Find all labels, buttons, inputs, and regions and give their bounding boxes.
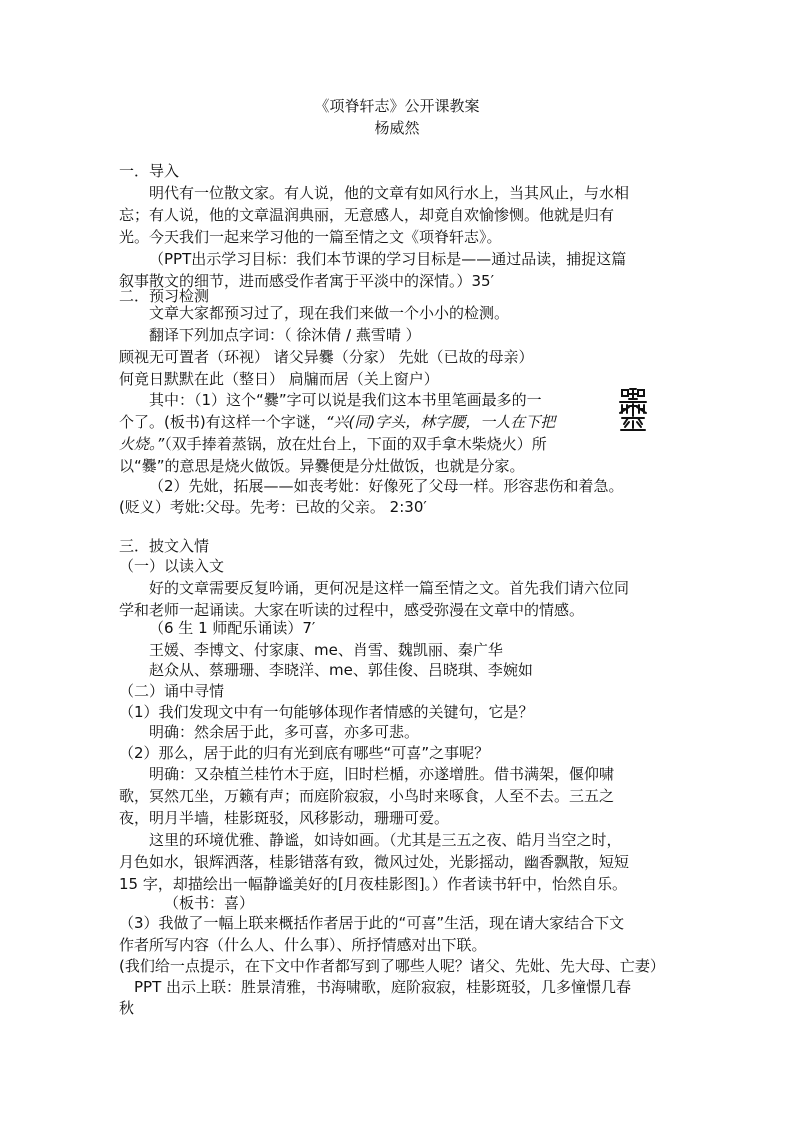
paragraph-line: 夜，明月半墙，桂影斑驳，风移影动，珊珊可爱。 — [119, 809, 450, 827]
cuan-seal-glyph-image — [616, 386, 650, 432]
paragraph-line: 15 字，却描绘出一幅静谧美好的[月夜桂影图]。）作者读书轩中，怡然自乐。 — [119, 875, 628, 893]
paragraph-line: 这里的环境优雅、静谧，如诗如画。（尤其是三五之夜、皓月当空之时， — [149, 831, 622, 849]
vocab-line: 顾视无可置者（环视） 诸父异爨（分家） 先妣（已故的母亲） — [119, 348, 534, 366]
paragraph-line: 文章大家都预习过了，现在我们来做一个小小的检测。 — [149, 304, 510, 322]
paragraph-line: 翻译下列加点字词：（ 徐沐倩 / 燕雪晴 ） — [149, 326, 421, 344]
paragraph-line: (贬义）考妣:父母。先考：已故的父亲。 2:30′ — [119, 498, 427, 516]
question-line: （3）我做了一幅上联来概括作者居于此的“可喜”生活，现在请大家结合下文 — [119, 914, 625, 932]
question-line: （1）我们发现文中有一句能够体现作者情感的关键句，它是？ — [119, 703, 534, 721]
paragraph-line: 其中：（1）这个“爨”字可以说是我们这本书里笔画最多的一 — [149, 391, 542, 409]
paragraph-line: 明代有一位散文家。有人说，他的文章有如风行水上，当其风止，与水相 — [149, 184, 630, 202]
paragraph-line: 叙事散文的细节，进而感受作者寓于平淡中的深情。）35′ — [119, 272, 494, 290]
section-heading-preview: 二．预习检测 — [119, 287, 210, 305]
paragraph-line: 好的文章需要反复吟诵，更何况是这样一篇至情之文。首先我们请六位同 — [149, 579, 630, 597]
paragraph-line: 秋 — [119, 999, 135, 1017]
hint-line: (我们给一点提示，在下文中作者都写到了哪些人呢？诸父、先妣、先大母、亡妻） — [119, 957, 665, 975]
paragraph-line — [119, 412, 555, 432]
board-note: （板书：喜） — [164, 894, 255, 912]
paragraph-line: 忘；有人说，他的文章温润典丽，无意感人，却竟自欢愉惨恻。他就是归有 — [119, 206, 615, 224]
paragraph-line: （6 生 1 师配乐诵读）7′ — [149, 619, 316, 637]
paragraph-line: （PPT出示学习目标：我们本节课的学习目标是——通过品读，捕捉这篇 — [149, 250, 627, 268]
answer-line: 明确：然余居于此，多可喜，亦多可悲。 — [149, 723, 420, 741]
question-line: 作者所写内容（什么人、什么事）、所抒情感对出下联。 — [119, 936, 487, 954]
paragraph-line: 明确：又杂植兰桂竹木于庭，旧时栏楯，亦遂增胜。借书满架，偃仰啸 — [149, 765, 615, 783]
paragraph-line: 月色如水，银辉洒落，桂影错落有致，微风过处，光影摇动，幽香飘散，短短 — [119, 853, 630, 871]
paragraph-line: PPT 出示上联：胜景清雅，书海啸歌，庭阶寂寂，桂影斑驳，几多憧憬几春 — [134, 978, 632, 996]
paragraph-line: 以“爨”的意思是烧火做饭。异爨便是分灶做饭，也就是分家。 — [119, 457, 525, 475]
paragraph-line: （2）先妣，拓展——如丧考妣：好像死了父母一样。形容悲伤和着急。 — [149, 477, 624, 495]
text-span: （双手捧着蒸锅，放在灶台上，下面的双手拿木柴烧火）所 — [164, 435, 547, 453]
question-line: （2）那么，居于此的归有光到底有哪些“可喜”之事呢？ — [119, 744, 490, 762]
section-heading-intro: 一．导入 — [119, 162, 180, 180]
section-heading-reading: 三．披文入情 — [119, 537, 210, 555]
vocab-line: 何竟日默默在此（整日） 扃牖而居（关上窗户） — [119, 370, 439, 388]
subheading: （二）诵中寻情 — [119, 682, 225, 700]
paragraph-line: 学和老师一起诵读。大家在听读的过程中，感受弥漫在文章中的情感。 — [119, 601, 585, 619]
page-title: 《项脊轩志》公开课教案 — [314, 97, 480, 115]
author: 杨威然 — [374, 119, 420, 137]
names-line: 赵众从、蔡珊珊、李晓洋、me、郭佳俊、吕晓琪、李婉如 — [149, 661, 533, 679]
names-line: 王媛、李博文、付家康、me、肖雪、魏凯丽、秦广华 — [149, 641, 503, 659]
paragraph-line: 歌，冥然兀坐，万籁有声；而庭阶寂寂，小鸟时来啄食，人至不去。三五之 — [119, 787, 615, 805]
paragraph-line — [119, 434, 547, 454]
riddle-text: 火烧。” — [119, 435, 165, 453]
riddle-text: “兴(同)字头，林字腰，一人在下把 — [325, 413, 556, 431]
paragraph-line: 光。今天我们一起来学习他的一篇至情之文《项脊轩志》。 — [119, 228, 502, 246]
text-span: 个了。(板书)有这样一个字谜， — [119, 413, 326, 431]
subheading: （一）以读入文 — [119, 557, 225, 575]
